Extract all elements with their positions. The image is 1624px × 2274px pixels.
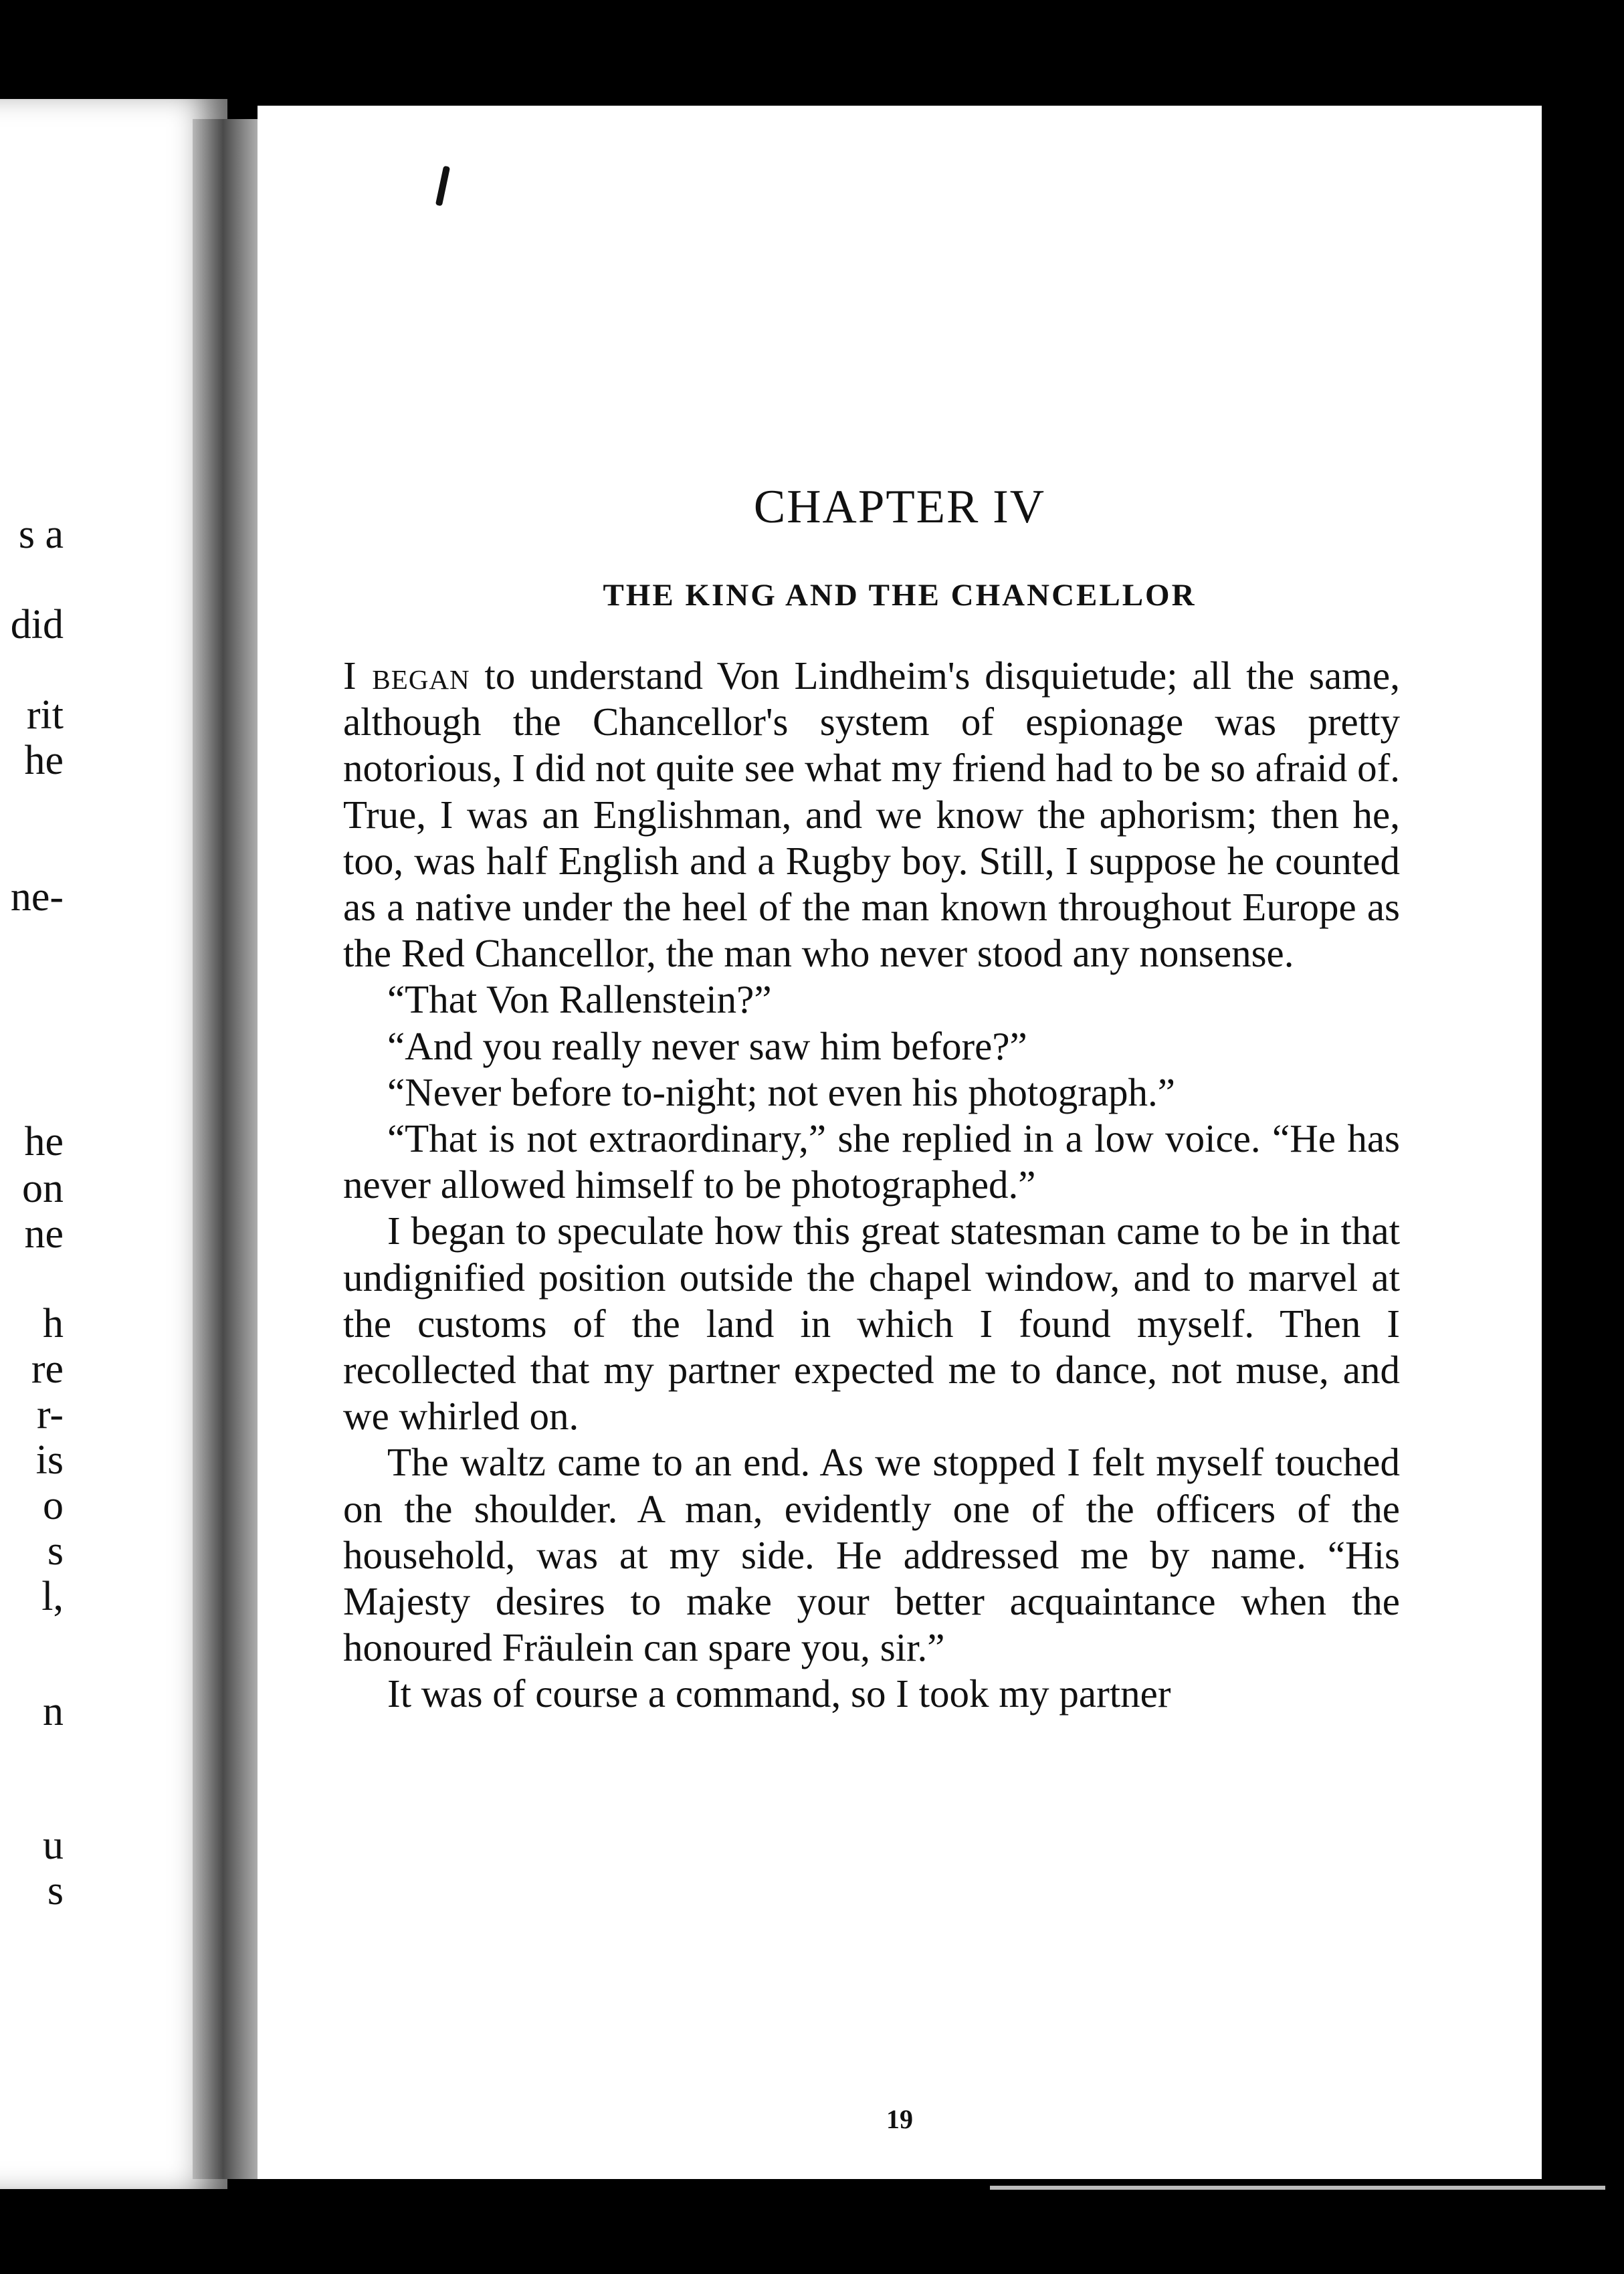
- chapter-subtitle: THE KING AND THE CHANCELLOR: [603, 578, 1197, 613]
- left-page-fragment: did: [10, 602, 64, 647]
- paragraph: “Never before to-night; not even his photograph.”: [387, 1069, 1175, 1114]
- left-page-fragment: he: [24, 738, 64, 783]
- left-page-fragment: is: [35, 1437, 64, 1483]
- left-page-fragment: s: [47, 1528, 64, 1574]
- left-page-fragment: r-: [36, 1392, 64, 1437]
- left-page-fragment: ne: [24, 1211, 64, 1257]
- paragraph: “That is not extraordinary,” she replied in a low voice. “He has never allowed himself to be photographed.”: [343, 1116, 1400, 1207]
- paragraph: I began to speculate how this great statesman came to be in that undignified position outside the chapel window, and to marvel at the customs of the land in which I found myself. Then I recollected that my partner expected me to dance, not muse, and we whirled on.: [343, 1209, 1400, 1439]
- chapter-body: [343, 653, 1400, 1718]
- left-page-fragment: on: [22, 1166, 64, 1211]
- left-page-fragment: s: [47, 1868, 64, 1914]
- left-page-fragment: s a: [18, 512, 64, 557]
- left-page-fragment: o: [43, 1483, 64, 1528]
- paragraph: “That Von Rallenstein?”: [387, 977, 772, 1022]
- paragraph-text: to understand Von Lindheim's disquietude; all the same, although the Chancellor's system of espionage was pretty notorious, I did not quite see what my friend had to be so afraid of. True, I was an Englishman, and we know the aphorism; then he, too, was half English and a Rugby boy. Still, I suppose he counted as a native under the heel of the man known throughout Europe as the Red Chancellor, the man who never stood any nonsense.: [343, 653, 1400, 976]
- left-page-fragment: u: [43, 1823, 64, 1868]
- left-page-fragment: n: [43, 1689, 64, 1734]
- left-page-fragment: re: [31, 1346, 64, 1392]
- page-number: 19: [886, 2104, 913, 2134]
- paragraph: It was of course a command, so I took my partner: [387, 1671, 1171, 1716]
- right-page: [258, 106, 1542, 2179]
- left-page-fragment: rit: [26, 692, 64, 738]
- paragraph-lead: I began: [343, 653, 470, 698]
- chapter-title: CHAPTER IV: [753, 481, 1046, 533]
- left-page-fragment: ne-: [10, 874, 64, 920]
- ink-mark: [435, 166, 450, 207]
- left-page-fragment: l,: [41, 1574, 64, 1619]
- paragraph: [343, 653, 1400, 976]
- paragraph: The waltz came to an end. As we stopped I felt myself touched on the shoulder. A man, evidently one of the officers of the household, was at my side. He addressed me by name. “His Majesty desires to make your better acquaintance when the honoured Fräulein can spare you, sir.”: [343, 1440, 1400, 1670]
- page-edge: [990, 2186, 1605, 2190]
- left-page-fragment: he: [24, 1119, 64, 1164]
- left-page-fragment: h: [43, 1301, 64, 1346]
- paragraph: “And you really never saw him before?”: [387, 1023, 1027, 1068]
